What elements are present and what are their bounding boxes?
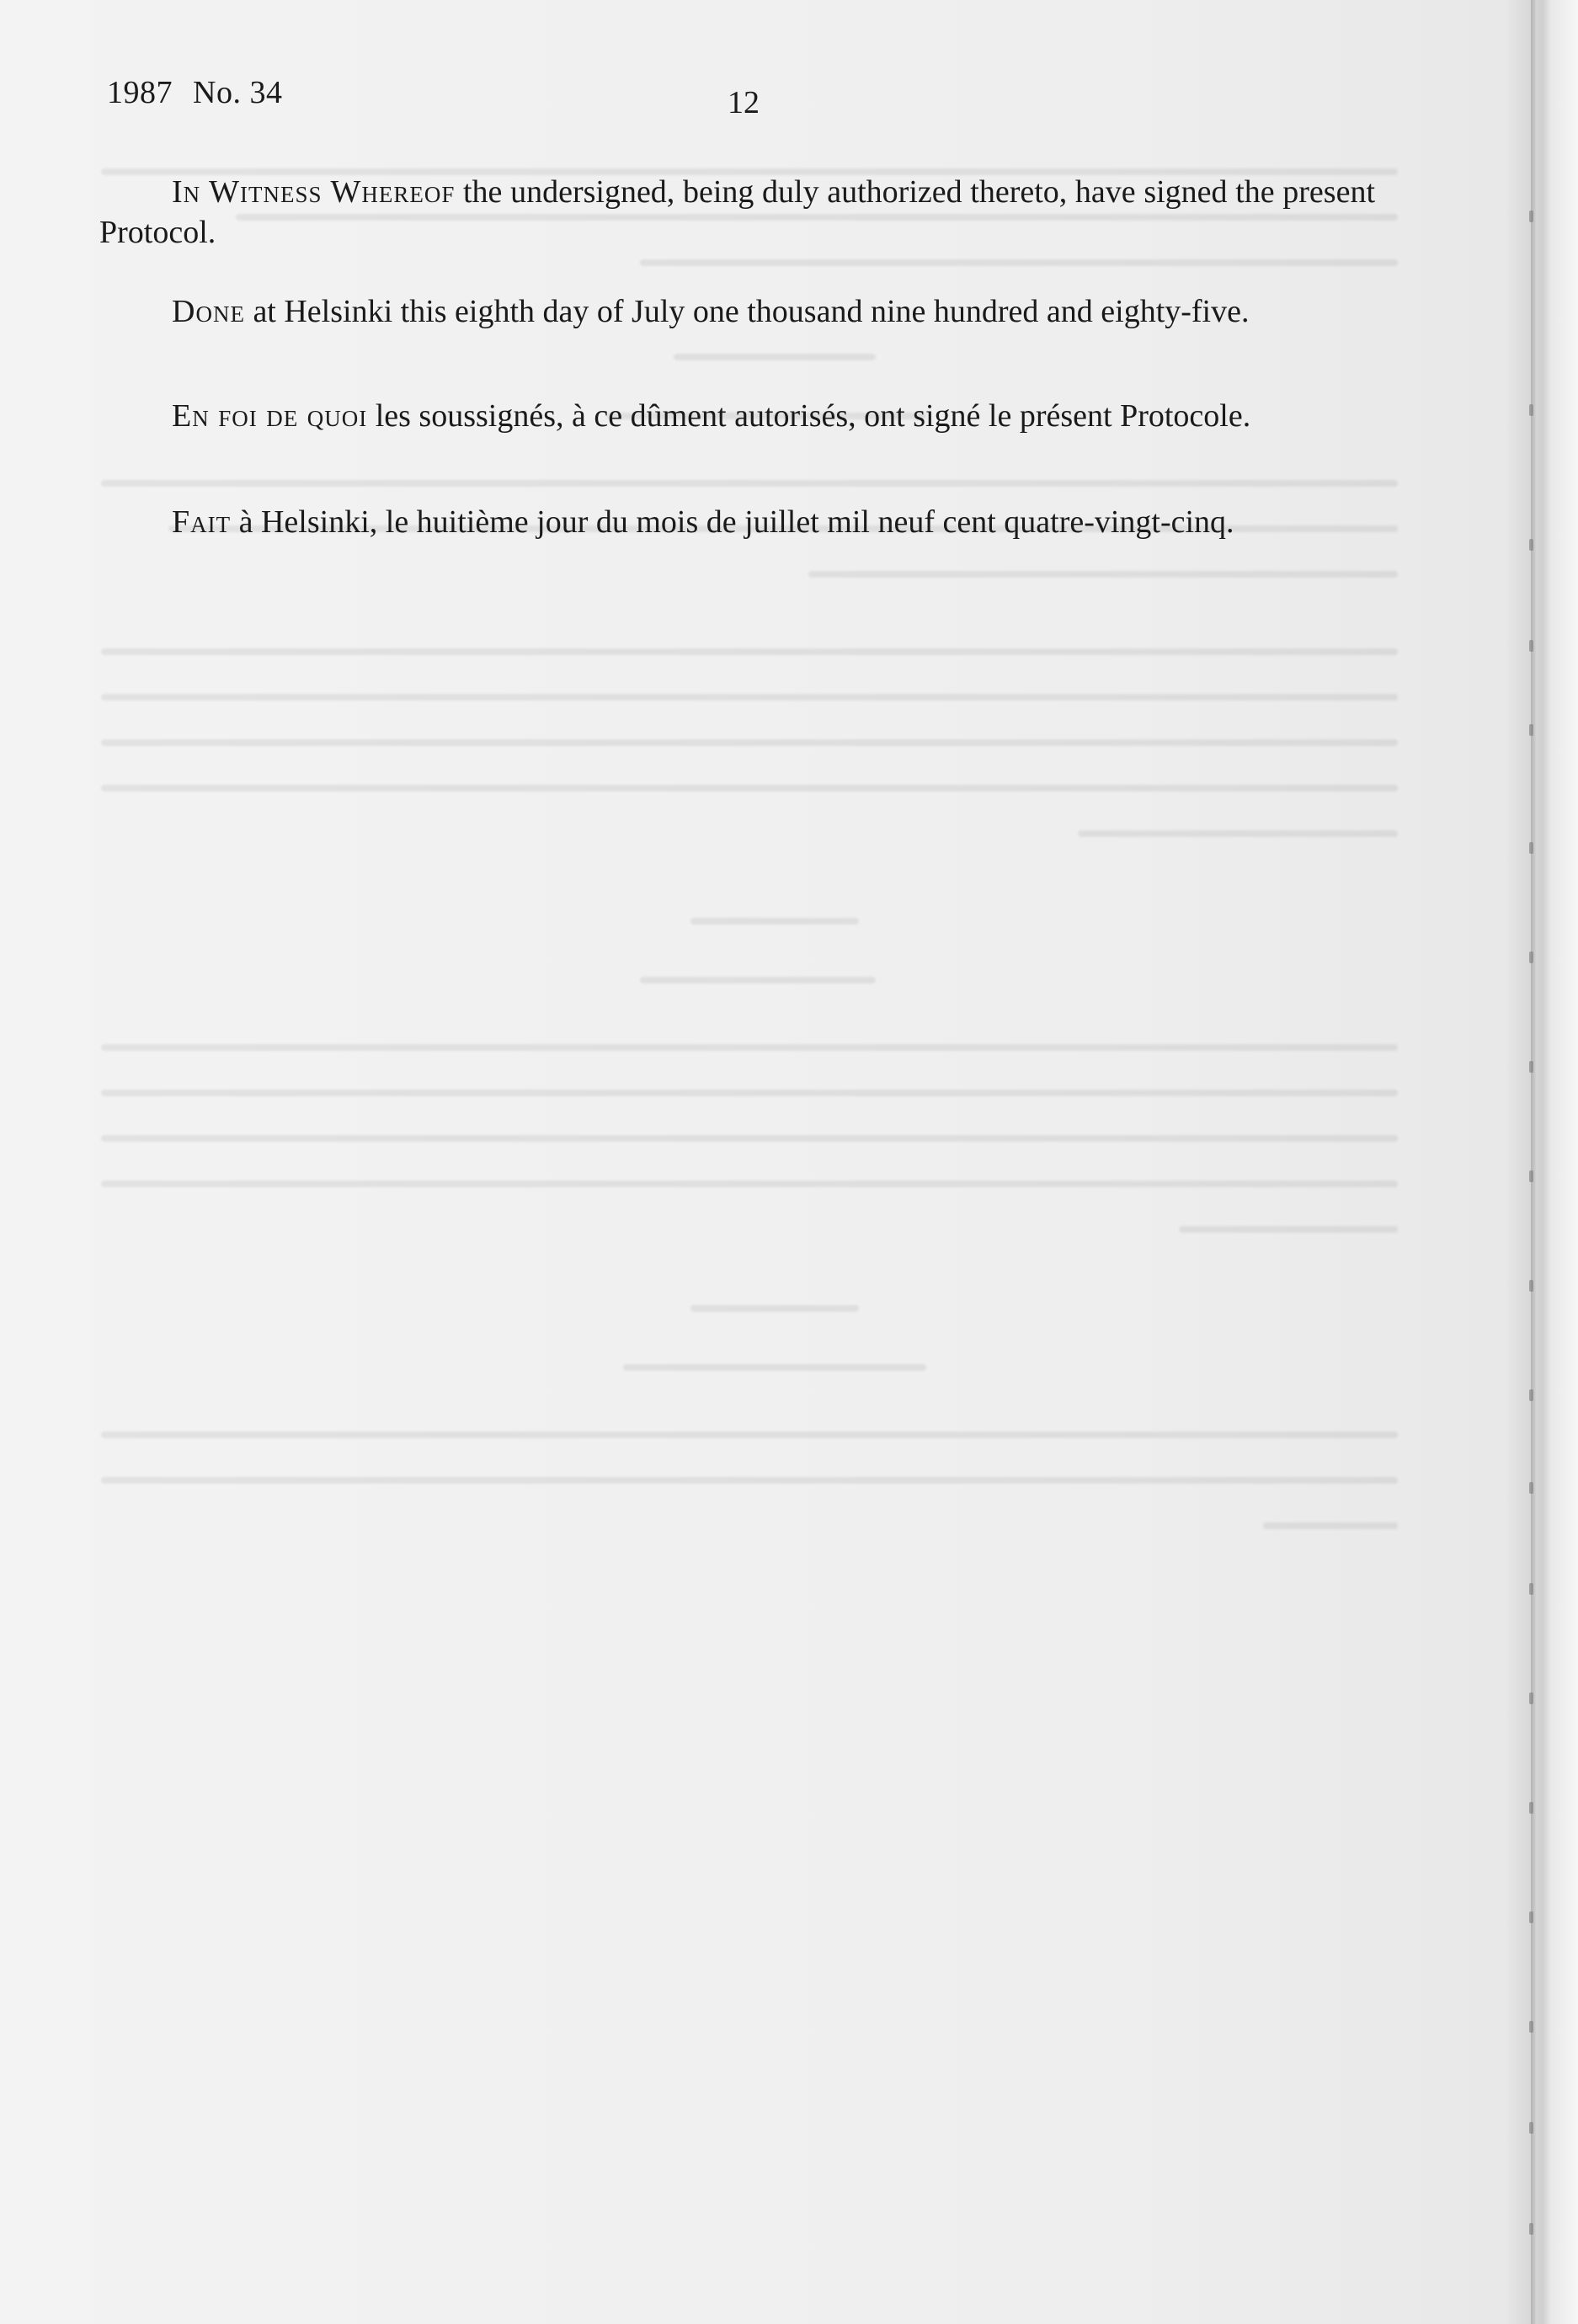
paragraph-lead-smallcaps: In Witness Whereof — [172, 174, 456, 210]
page-number: 12 — [728, 85, 760, 120]
paragraph-text: at Helsinki this eighth day of July one thousand nine hundred and eighty-five. — [244, 294, 1250, 329]
book-binding-edge — [1507, 0, 1578, 2324]
paragraph-text: à Helsinki, le huitième jour du mois de juillet mil neuf cent quatre-vingt-cinq. — [231, 504, 1234, 540]
reverse-side-bleed-through — [101, 160, 1398, 1591]
document-number: No. 34 — [193, 75, 283, 110]
binding-fold — [1531, 0, 1536, 2324]
document-reference — [107, 74, 282, 111]
document-year: 1987 — [107, 75, 173, 110]
paragraph-in-witness-whereof — [99, 172, 1375, 253]
paragraph-done-at-helsinki — [99, 291, 1375, 332]
paragraph-lead-smallcaps: En foi de quoi — [172, 398, 368, 434]
paragraph-lead-smallcaps: Fait — [172, 504, 232, 540]
paragraph-text: les soussignés, à ce dûment autorisés, ont signé le présent Protocole. — [367, 398, 1251, 434]
paragraph-lead-smallcaps: Done — [172, 294, 245, 329]
paragraph-en-foi-de-quoi — [99, 396, 1375, 436]
paragraph-fait-a-helsinki — [99, 502, 1375, 542]
paragraph-text: the undersigned, being duly authorized thereto, have signed the present Protocol. — [99, 174, 1376, 250]
